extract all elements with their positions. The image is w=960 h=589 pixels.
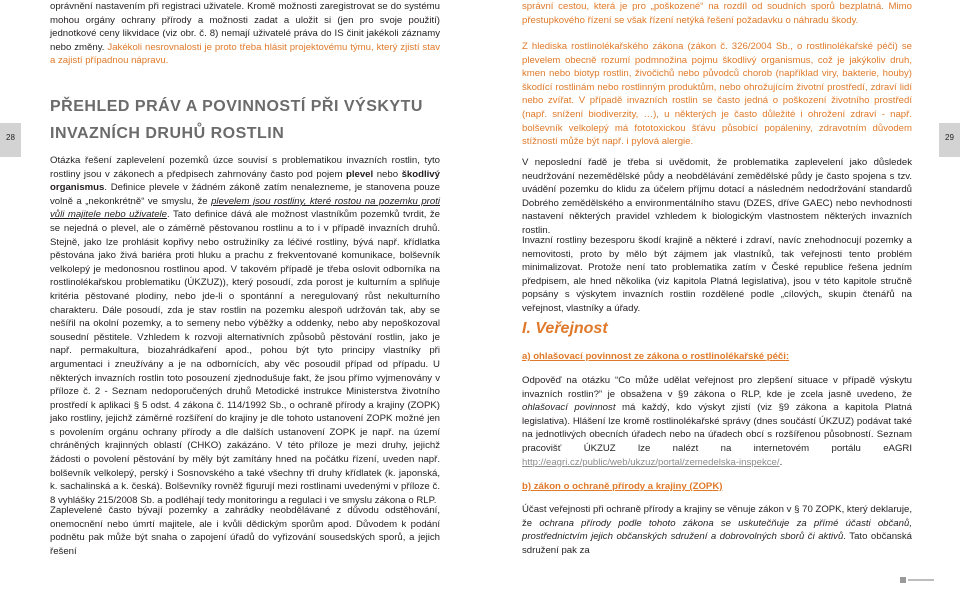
right-top-paragraph: správní cestou, která je pro „poškozené“ na rozdíl od soudních sporů bezplatná. Mimo přestupkového řízení se však řízení netýká řešení požadavku o náhradu škody.: [522, 1, 912, 26]
italic-quote: ochrana přírody podle tohoto zákona se uskutečňuje za přímé účasti občanů, prostřednictvím jejich občanských sdružení a dobrovolných sborů či aktivů: [522, 517, 912, 543]
paragraph-a: [522, 374, 912, 469]
italic-definition: plevelem jsou rostliny, které rostou na pozemku proti vůli majitele nebo uživatele: [50, 195, 440, 221]
bold-term-skodlivy-organismus: škodlivý organismus: [50, 168, 440, 194]
text-run: Odpověď na otázku “Co může udělat veřejnost pro zlepšení situace v případě výskytu invazních rostlin?” je obsažena v §9 zákona o RLP, kde je zcela jasně uvedeno, že: [522, 375, 912, 400]
paragraph-b: [522, 503, 912, 557]
left-top-text: oprávnění nastavením při registraci uživatele. Kromě možnosti zaregistrovat se do systému mohou orgány ochrany přírody a možnosti zadat a uložit si (jen pro svoje použití) jednotkové ceny likvidace (viz obr. č. 8) nemají uživatelé práva do IS činit jakékoli záznamy nebo změny.: [50, 1, 440, 53]
page-number-left: 28: [6, 133, 15, 142]
text-run: . Definice plevele v žádném zákoně zatím nenalezneme, je stanovena pouze volně a „nekonkrétně“ ve smyslu, že: [50, 182, 440, 207]
section-title: PŘEHLED PRÁV A POVINNOSTÍ PŘI VÝSKYTU: [50, 98, 423, 115]
left-top-orange-text: Jakékoli nesrovnalosti je proto třeba hlásit projektovému týmu, který zjistí stav a zajistí případnou nápravu.: [50, 41, 441, 67]
left-top-paragraph: [50, 0, 440, 68]
right-law-paragraph: Z hlediska rostlinolékařského zákona (zákon č. 326/2004 Sb., o rostlinolékařské péči) se plevelem obecně rozumí podmnožina pojmu škodlivý organismus, což je jakýkoliv druh, kmen nebo biotyp rostlin, živočichů nebo původců chorob (například viry, bakterie, houby) škodící rostlinám nebo rostlinným produktům, nebo ohrožujícím životní prostředí, zdraví lidí nebo zvířat. V případě invazních rostlin se často jedná o poškození životního prostředí (např. snížení biodiverzity, …), u některých je často důležité i ohrožení zdraví - např. bolševník velkolepý má fototoxickou šťávu působící popáleniny, zdravotním důvodem stížností může být např. i pylová alergie.: [522, 41, 912, 148]
footer-logo: [900, 575, 934, 585]
page-number-right: 29: [945, 133, 954, 142]
text-run: Otázka řešení zaplevelení pozemků úzce souvisí s problematikou invazních rostlin, tyto rostliny jsou v zákonech a předpisech zahrnovány často pod pojem: [50, 155, 440, 180]
text-run: Účast veřejnosti při ochraně přírody a krajiny se věnuje zákon v § 70 ZOPK, který deklaruje, že: [522, 504, 912, 529]
section-heading-verejnost: I. Veřejnost: [522, 320, 608, 337]
bold-term-plevel: plevel: [345, 168, 374, 180]
eagri-link[interactable]: http://eagri.cz/public/web/ukzuz/portal/zemedelska-inspekce/: [522, 456, 780, 468]
italic-ohlasovaci: ohlašovací povinnost: [522, 402, 616, 414]
section-subtitle: INVAZNÍCH DRUHŮ ROSTLIN: [50, 125, 285, 142]
text-run: nebo: [373, 168, 402, 180]
text-run: má každý, kdo výskyt zjistí (viz §9 zákona a kapitola Platná legislativa). Hlášení lze kromě rostlinolékařské správy (dnes součástí ÚKZUZ) podávat také na jednotlivých obecních úřadech nebo na úřadech obcí s rozšířenou působností. Seznam pracovišť ÚKZUZ lze nalézt na internetovém portálu eAGRI: [522, 402, 912, 454]
left-main-paragraph: [50, 154, 440, 507]
right-invazni-paragraph: Invazní rostliny bezesporu škodí krajině a některé i zdraví, navíc znehodnocují pozemky a nemovitosti, proto by mělo být zájmem jak vlastníků, tak veřejnosti tento problém minimalizovat. Protože není tato problematika zatím v České republice řešena jedním předpisem, ale hned několika (viz kapitola Platná legislativa), jsou v této kapitole stručně popsány s výskytem invazních rostlin rozdělené podle „cílových„ skupin čtenářů na veřejnost, vlastníky a úřady.: [522, 235, 912, 314]
right-neposledni-paragraph: V neposlední řadě je třeba si uvědomit, že problematika zaplevelení jako důsledek neudržování nezemědělské půdy a neobdělávání zemědělské půdy je často spojena s tzv. uvádění pozemku do klidu za účelem příjmu dotací a následném nedodržování standardů Dobrého zemědělského a environmentálního stavu (DZES, dříve GAEC) nebo nevhodnosti nastavení některých pravidel vzhledem k biologickým vlastnostem některých invazních rostlin.: [522, 157, 912, 236]
text-run: .: [779, 456, 783, 468]
text-run: . Tato definice dává ale možnost vlastníkům pozemků tvrdit, že se nejedná o plevel, ale o záměrně pěstovanou rostlinu a to i v případě invazních druhů. Stejně, jako lze prohlásit kopřivy nebo ostružiníky za léčivé rostliny, bývá např. křídlatka pěstována jako živá bariéra proti hluku a prachu z frekventované komunikace, bolševník velkolepý je medonosnou rostlinou apod. V takovém případě je třeba oslovit odborníka na rostlinolékařskou problematiku (ÚKZUZ)), který posoudí, zda porost je kulturním a splňuje kritéria pěstované plodiny, nebo jde-li o spontánní a neregulovaný růst nekulturního charakteru. Dále posoudí, zda je stav rostlin na pozemku alespoň udržován tak, aby se nešířil na okolní pozemky, a to semeny nebo výběžky a oddenky, nebo aby nepoškozoval sousední pěstitele. Vzhledem k rozvoji alternativních způsobů pěstování rostlin, jako je např. permakultura, biozahrádkaření apod., pohou být tyto principy vlastníky při argumentaci i zneužívány a je na odbornících, aby věc posoudil případ od případu. U některých invazních rostlin toto posouzení zjednodušuje fakt, že jsou přímo vyjmenovány v příloze č. 2 - Seznam nedoporučených druhů Metodické instrukce Ministerstva životního prostředí k aplikaci § 5 odst. 4 zákona č. 114/1992 Sb., o ochraně přírody a krajiny (ZOPK) jako rostliny, jejichž záměrné rozšíření do krajiny je dle tohoto ustanovení ZOPK možné jen s povolením orgánu ochrany přírody a dle dalších ustanovení ZOPK je např. na území chráněných krajinných oblastí (CHKO) zakázáno. V této příloze je mezi druhy, jejichž žádosti o povolení pěstování by měly být zamítány hned na počátku řízení, uveden např. bolševník velkolepý, perský i Sosnovského a také všechny tři druhy křídlatek (k. japonská, k. sachalinská a k. česká). Bolševníky rovněž figurují mezi rostlinami uvedenými v příloze č. 8 vyhlášky 215/2008 Sb. a podléhají tedy monitoringu a regulaci i ve smyslu zákona o RLP.: [50, 209, 440, 506]
text-run: . Tato občanská sdružení pak za: [522, 531, 912, 556]
left-closing-paragraph: Zaplevelené často bývají pozemky a zahrádky neobdělávané z důvodu odstěhování, onemocnění nebo úmrtí majitele, ale i kvůli dědickým sporům apod. Důvodem k podání podnětu pak může být snaha o zapojení úřadů do vyřizování sousedských sporů, a jejich řešení: [50, 505, 440, 557]
subheading-a: a) ohlašovací povinnost ze zákona o rostlinolékařské péči:: [522, 351, 790, 362]
subheading-b: b) zákon o ochraně přírody a krajiny (ZOPK): [522, 481, 723, 492]
